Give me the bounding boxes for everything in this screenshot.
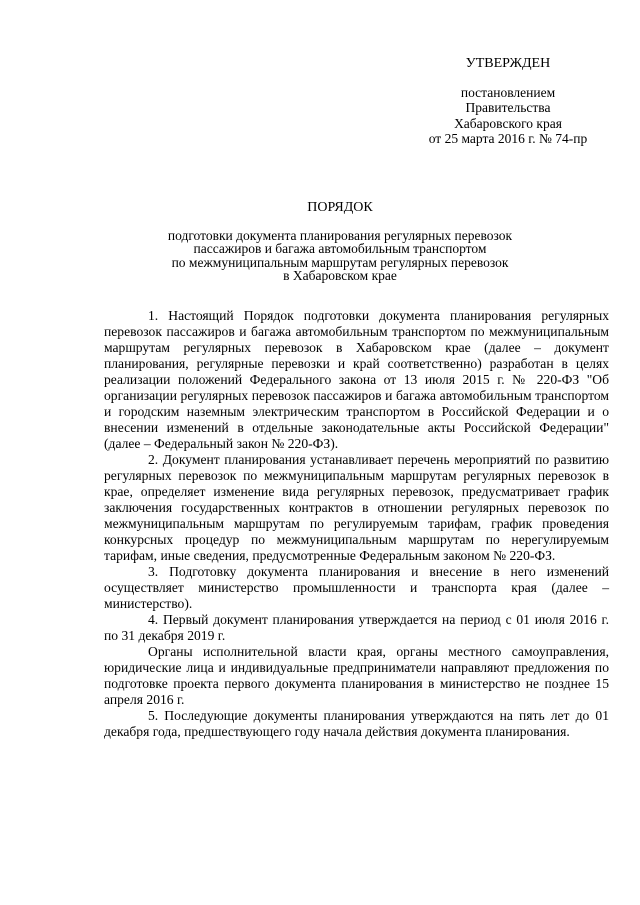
approval-line: постановлением [460,84,556,100]
approval-date: от 25 марта 2016 г. № 74-пр [428,131,588,146]
document-subtitle-line: по межмуниципальным маршрутам регулярных перевозок [171,254,509,270]
approval-stamp [408,56,608,147]
document-heading [140,201,540,283]
approval-line: Правительства [465,100,551,115]
approval-line: Хабаровского края [454,115,562,131]
paragraph-3: 3. Подготовку документа планирования и внесение в него изменений осуществляет министерство промышленности и транспорта края (далее – министерство). [104,564,609,611]
paragraph-5: 5. Последующие документы планирования утверждаются на пять лет до 01 декабря года, предшествующего году начала действия документа планирования. [104,708,609,739]
document-subtitle-line: пассажиров и багажа автомобильным транспортом [193,241,487,256]
paragraph-4-continued: Органы исполнительной власти края, органы местного самоуправления, юридические лица и индивидуальные предприниматели направляют предложения по подготовке проекта первого документа планирования в министерство не позднее 15 апреля 2016 г. [104,644,609,707]
paragraph-4: 4. Первый документ планирования утверждается на период с 01 июля 2016 г. по 31 декабря 2019 г. [104,612,609,643]
paragraph-2: 2. Документ планирования устанавливает перечень мероприятий по развитию регулярных перевозок по межмуниципальным маршрутам регулярных перевозок в крае, определяет изменение вида регулярных перевозок, предусматривает график заключения государственных контрактов в отношении регулярных перевозок по межмуниципальным маршрутам по регулируемым тарифам, график проведения конкурсных процедур по межмуниципальным маршрутам по нерегулируемым тарифам, иные сведения, предусмотренные Федеральным законом № 220-ФЗ. [104,452,609,563]
document-body [104,308,609,740]
paragraph-1: 1. Настоящий Порядок подготовки документа планирования регулярных перевозок пассажиров и багажа автомобильным транспортом по межмуниципальным маршрутам регулярных перевозок в Хабаровском крае (далее – документ планирования, регулярные перевозки и край соответственно) разработан в целях реализации положений Федерального закона от 13 июля 2015 г. № 220-ФЗ "Об организации регулярных перевозок пассажиров и багажа автомобильным транспортом и городским наземным электрическим транспортом в Российской Федерации и о внесении изменений в отдельные законодательные акты Российской Федерации" (далее – Федеральный закон № 220-ФЗ). [104,308,609,451]
document-subtitle-line: в Хабаровском крае [283,268,397,283]
document-title: ПОРЯДОК [307,200,373,215]
document-subtitle-line: подготовки документа планирования регулярных перевозок [167,227,513,243]
approval-title: УТВЕРЖДЕН [465,56,551,71]
